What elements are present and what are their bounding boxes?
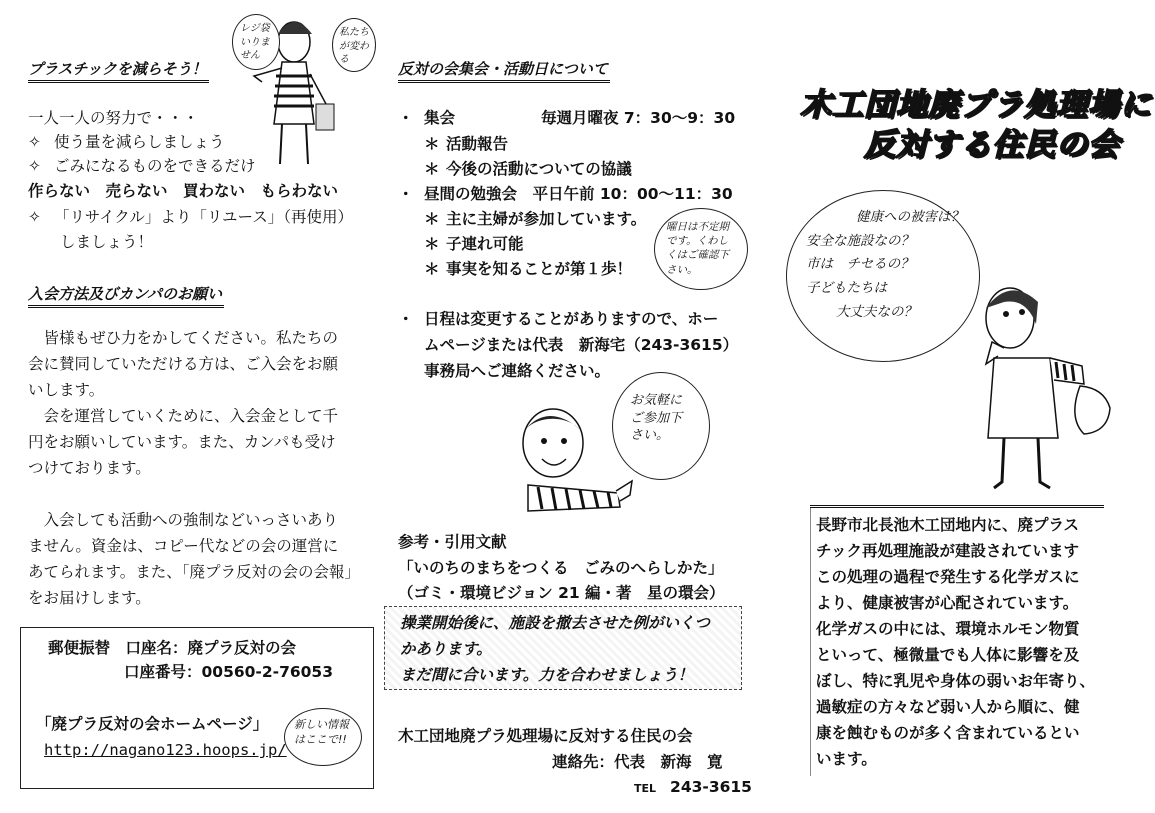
invite-bubble-text: お気軽にご参加下さい。 [630,393,683,444]
reduce-item-2: ✧ ごみになるものをできるだけ [28,157,256,175]
we-change-bubble-text: 私たちが変わる [339,27,369,65]
study-sub-2: ＊ 子連れ可能 [424,235,524,253]
postal-account-number: 口座番号：00560-2-76053 [124,663,334,681]
meeting-sub-2: ＊ 今後の活動についての協議 [424,160,632,178]
membership-paragraph-2: 入会しても活動への強制などいっさいあり ません。資金は、コピー代などの会の運営に あてられます。また、「廃プラ反対の会の会報」 をお届けします。 [28,511,361,607]
effort-line: 一人一人の努力で・・・ [28,109,199,127]
reference-title: 参考・引用文献 [398,533,507,551]
title-line-2: 反対する住民の会 [864,127,1120,163]
study-sub-3: ＊ 事実を知ることが第１歩！ [424,260,633,278]
title-line-1: 木工団地廃プラ処理場に [800,87,1152,123]
no-bag-bubble-text: レジ袋いりません [240,23,270,61]
homepage-link[interactable]: http://nagano123.hoops.jp/ [44,741,287,759]
reduce-item-1: ✧ 使う量を減らしましょう [28,133,225,151]
schedule-note: ・ 日程は変更することがありますので、ホー ムページまたは代表 新海宅（243-3615） 事務局へご連絡ください。 [398,310,739,380]
org-name-footer: 木工団地廃プラ処理場に反対する住民の会 [398,727,693,745]
postal-account-name: 郵便振替 口座名：廃プラ反対の会 [48,639,297,657]
contact-line: 連絡先：代表 新海 寛 [552,753,723,771]
worried-woman-illustration [964,268,1124,496]
day-info-bubble-text: 曜日は不定期です。くわしくはご確認下さい。 [666,221,729,276]
homepage-label: 「廃プラ反対の会ホームページ」 [36,715,269,733]
intro-left-rule [810,508,811,776]
appeal-text: 操業開始後に、施設を撤去させた例がいくつ かあります。 まだ間に合います。力を合わせましょう！ [400,614,711,684]
reuse-item-cont: しましょう！ [60,233,154,251]
reference-book: 「いのちのまちをつくる ごみのへらしかた」 [398,559,724,577]
meeting-sub-1: ＊ 活動報告 [424,135,509,153]
intro-paragraph: 長野市北長池木工団地内に、廃プラス チック再処理施設が建設されています この処理の過程で発生する化学ガスに より、健康被害が心配されています。 化学ガスの中には、環境ホルモン物質 といって、極微量でも人体に影響を及 ぼし、特に乳児や身体の弱いお年寄り、 過敏症の方々など弱い人から順に、健 康を蝕むものが多く含まれているとい います。 [816,516,1096,768]
meeting-row: ・ 集会 [398,109,456,127]
new-info-bubble-text: 新しい情報はここで!! [294,718,349,746]
reuse-item: ✧ 「リサイクル」より「リユース」（再使用） [28,208,353,226]
plastic-reduce-heading: プラスチックを減らそう！ [28,58,209,83]
meeting-schedule-heading: 反対の会集会・活動日について [398,58,610,83]
membership-paragraph-1: 皆様もぜひ力をかしてください。私たちの 会に賛同していただける方は、ご入会をお願 いします。 会を運営していくために、入会金として千 円をお願いしています。また、カンパも受け つけております。 [28,329,339,477]
meeting-time: 毎週月曜夜 7：30～9：30 [541,109,736,127]
membership-heading: 入会方法及びカンパのお願い [28,283,224,308]
worry-bubble-text: 健康への被害は？ 安全な施設なの？ 市は チセるの？ 子どもたちは 大丈夫なの？ [806,209,964,320]
reference-publisher: （ゴミ・環境ビジョン 21 編・著 星の環会） [398,584,725,602]
study-row: ・ 昼間の勉強会 平日午前 10：00～11：30 [398,185,733,203]
study-sub-1: ＊ 主に主婦が参加しています。 [424,210,647,228]
tel-line: TEL 243-3615 [634,778,752,796]
intro-divider [810,505,1104,508]
four-nos-line: 作らない 売らない 買わない もらわない [28,182,339,200]
